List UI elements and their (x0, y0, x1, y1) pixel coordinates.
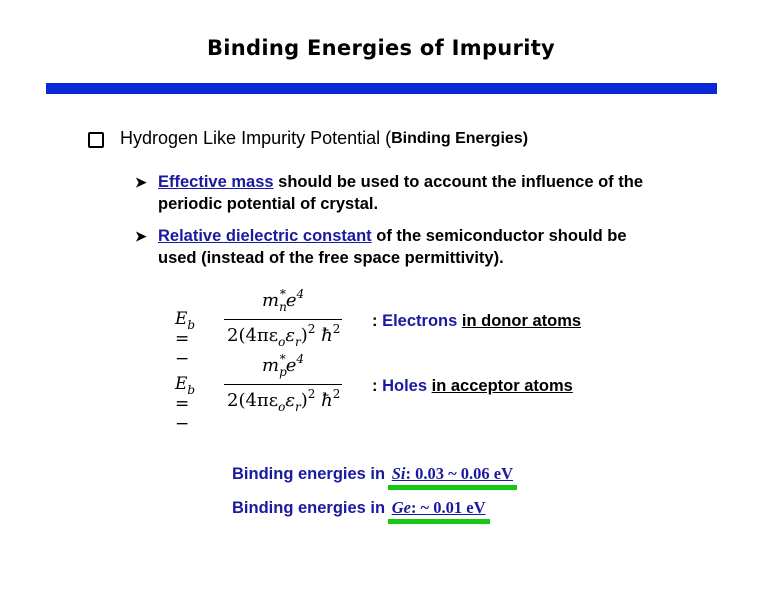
formula-lhs: $E_b$ = − (175, 374, 196, 434)
main-bullet-text-small: Binding Energies) (391, 129, 529, 147)
sub-bullet-text: of the semiconductor should be (371, 227, 627, 245)
arrowhead-icon: ➤ (135, 228, 147, 244)
checkbox-square-icon (88, 132, 104, 148)
formula-denominator: $2(4\pi\varepsilon_o\varepsilon_r)^2$ $ħ^2$ (227, 322, 341, 349)
slide-title: Binding Energies of Impurity (206, 36, 556, 60)
arrowhead-icon: ➤ (135, 174, 147, 190)
formula-numerator: $m_p^*e^4$ (262, 352, 305, 379)
sub-bullet-text-line2: periodic potential of crystal. (158, 195, 379, 213)
label-holes: : Holes in acceptor atoms (372, 377, 573, 395)
sub-bullet-text-line2: used (instead of the free space permittivity). (158, 249, 504, 267)
highlight-bar (388, 485, 517, 490)
sub-bullet-text: should be used to account the influence of the (273, 173, 644, 191)
term-relative-dielectric: Relative dielectric constant (158, 227, 372, 245)
binding-energy-ge: Binding energies in Ge: ~ 0.01 eV (232, 498, 488, 518)
sub-bullet-effective-mass (135, 171, 695, 215)
main-bullet-text: Hydrogen Like Impurity Potential ( (120, 128, 392, 148)
fraction-line (224, 384, 342, 385)
formula-lhs: $E_b$ = − (175, 309, 196, 369)
binding-energy-si: Binding energies in Si: 0.03 ~ 0.06 eV (232, 464, 515, 484)
title-underline-bar (46, 83, 717, 94)
fraction-line (224, 319, 342, 320)
formula-denominator: $2(4\pi\varepsilon_o\varepsilon_r)^2$ $ħ^2$ (227, 387, 341, 414)
term-effective-mass: Effective mass (158, 173, 274, 191)
highlight-bar (388, 519, 490, 524)
sub-bullet-dielectric (135, 225, 695, 269)
formula-numerator: $m_n^*e^4$ (262, 287, 305, 314)
main-bullet (88, 128, 528, 149)
label-electrons: : Electrons in donor atoms (372, 312, 582, 330)
